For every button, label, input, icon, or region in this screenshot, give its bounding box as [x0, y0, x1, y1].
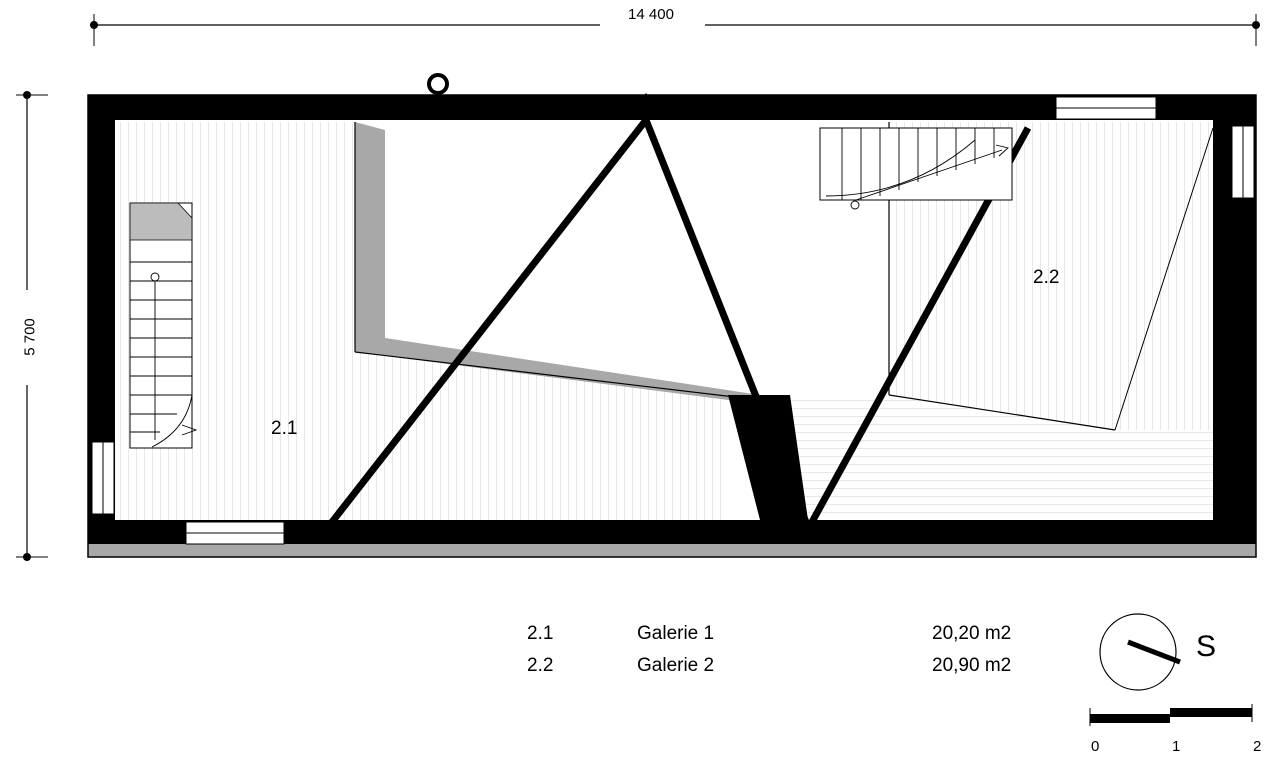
stair-left — [130, 203, 196, 448]
legend-area: 20,20 m2 — [932, 623, 1012, 644]
skylight-marker — [429, 75, 447, 93]
legend-row — [527, 650, 1072, 682]
window-bottom-left — [186, 522, 284, 544]
scale-tick-1: 1 — [1172, 738, 1181, 755]
scale-tick-0: 0 — [1091, 738, 1100, 755]
legend-area: 20,90 m2 — [932, 655, 1012, 676]
scale-tick-2: 2 — [1253, 738, 1262, 755]
scale-bar-graphic — [1090, 704, 1252, 726]
compass-south-label: S — [1196, 630, 1217, 663]
window-top-right — [1056, 97, 1156, 119]
dimension-label-height: 5 700 — [21, 318, 39, 356]
stair-right — [820, 128, 1012, 209]
dimension-label-width: 14 400 — [628, 6, 674, 23]
room-tag-2-1: 2.1 — [271, 418, 298, 439]
compass-rose-graphic — [1100, 614, 1180, 690]
room-legend — [527, 618, 1072, 682]
window-left-lower — [92, 442, 114, 514]
legend-code: 2.2 — [527, 655, 554, 676]
legend-name: Galerie 2 — [637, 655, 715, 676]
legend-row — [527, 618, 1072, 650]
room-tag-2-2: 2.2 — [1033, 267, 1060, 288]
dimension-line-top — [90, 14, 1260, 46]
legend-name: Galerie 1 — [637, 623, 715, 644]
legend-code: 2.1 — [527, 623, 554, 644]
window-right-upper — [1232, 126, 1254, 198]
